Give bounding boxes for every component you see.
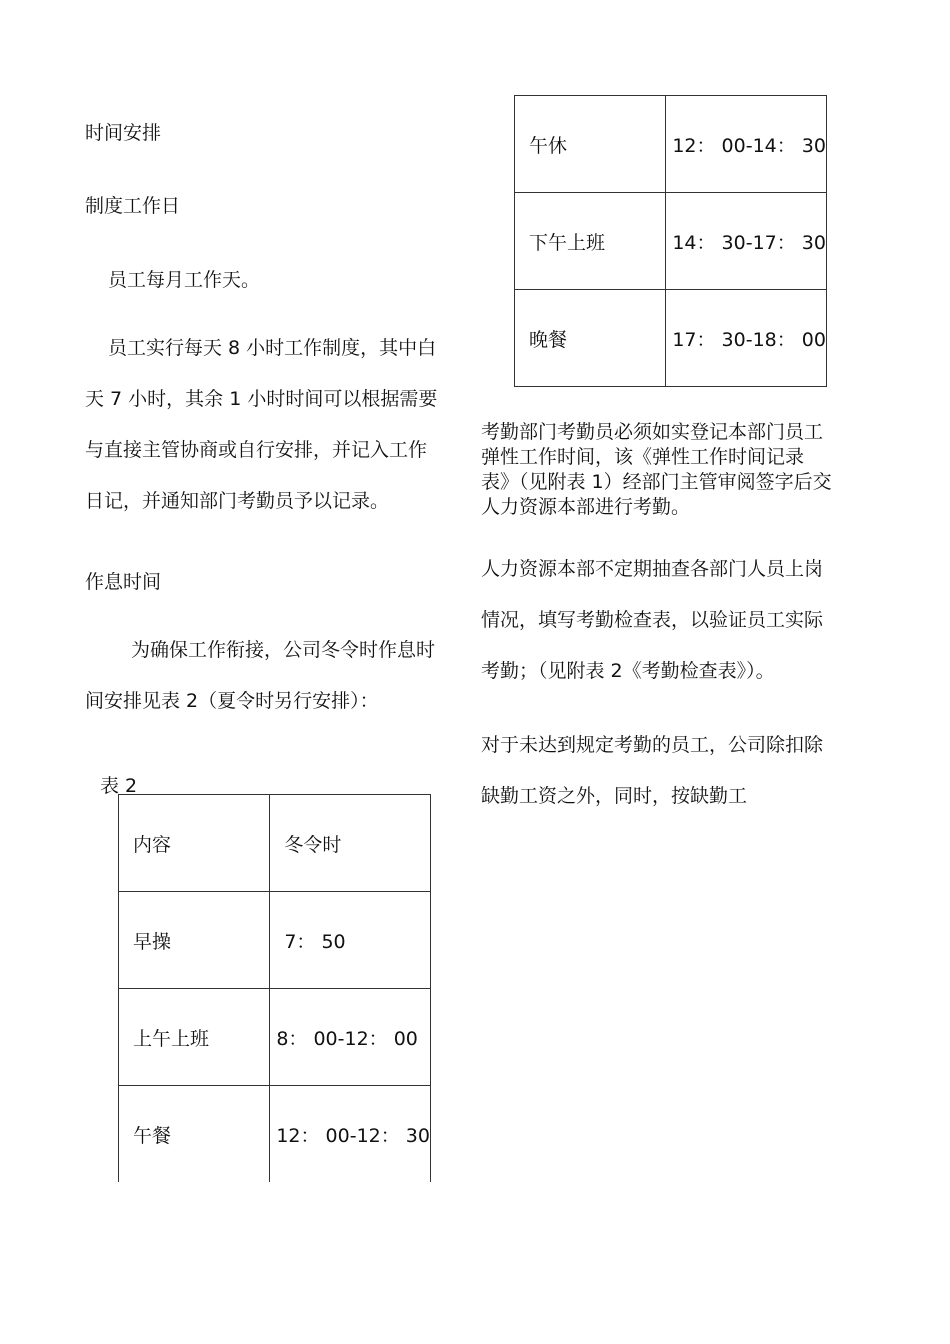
workdays-paragraph: 员工每月工作天。: [108, 269, 261, 291]
paragraph-line: 天 7 小时，其余 1 小时时间可以根据需要: [85, 388, 438, 410]
paragraph-line: 与直接主管协商或自行安排，并记入工作: [85, 439, 428, 461]
work-hours-paragraph: [85, 323, 465, 527]
table-row: [119, 1086, 431, 1183]
table-cell: 冬令时: [270, 795, 431, 892]
section-heading-rest-time: 作息时间: [85, 571, 162, 593]
table-row: [515, 96, 827, 193]
table-cell: 午休: [515, 96, 666, 193]
table-row: [515, 193, 827, 290]
schedule-table-part2: [514, 95, 827, 387]
table-cell: 14： 30-17： 30: [666, 193, 827, 290]
paragraph-line: 对于未达到规定考勤的员工，公司除扣除: [481, 734, 824, 756]
schedule-intro-paragraph: [85, 625, 465, 727]
table-cell: 内容: [119, 795, 270, 892]
table-cell: 8： 00-12： 00: [270, 989, 431, 1086]
table-cell: 早操: [119, 892, 270, 989]
attendance-check-paragraph: [481, 544, 871, 697]
table-cell: 12： 00-12： 30: [270, 1086, 431, 1183]
paragraph-line: 员工实行每天 8 小时工作制度，其中白: [108, 337, 437, 359]
table-row: [515, 290, 827, 387]
paragraph-line: 表》（见附表 1）经部门主管审阅签字后交: [481, 471, 832, 493]
attendance-record-paragraph: [481, 420, 871, 520]
table-row: [119, 989, 431, 1086]
paragraph-line: 日记，并通知部门考勤员予以记录。: [85, 490, 390, 512]
absence-penalty-paragraph: [481, 720, 871, 822]
table-cell: 晚餐: [515, 290, 666, 387]
schedule-table-part1: [118, 794, 431, 1182]
paragraph-line: 人力资源本部不定期抽查各部门人员上岗: [481, 558, 824, 580]
table-cell: 17： 30-18： 00: [666, 290, 827, 387]
paragraph-line: 缺勤工资之外，同时，按缺勤工: [481, 785, 748, 807]
table-cell: 下午上班: [515, 193, 666, 290]
paragraph-line: 考勤；（见附表 2《考勤检查表》）。: [481, 660, 775, 682]
paragraph-line: 间安排见表 2（夏令时另行安排）：: [85, 690, 379, 712]
paragraph-line: 为确保工作衔接，公司冬令时作息时: [131, 639, 436, 661]
table-cell: 12： 00-14： 30: [666, 96, 827, 193]
paragraph-line: 人力资源本部进行考勤。: [481, 496, 691, 518]
table-cell: 上午上班: [119, 989, 270, 1086]
section-heading-workdays: 制度工作日: [85, 195, 181, 217]
table-row: [119, 892, 431, 989]
paragraph-line: 弹性工作时间，该《弹性工作时间记录: [481, 446, 805, 468]
table-row: [119, 795, 431, 892]
paragraph-line: 情况，填写考勤检查表，以验证员工实际: [481, 609, 824, 631]
table-cell: 午餐: [119, 1086, 270, 1183]
section-heading-schedule: 时间安排: [85, 122, 162, 144]
paragraph-line: 考勤部门考勤员必须如实登记本部门员工: [481, 421, 824, 443]
table-cell: 7： 50: [270, 892, 431, 989]
table-caption: 表 2: [100, 775, 138, 797]
